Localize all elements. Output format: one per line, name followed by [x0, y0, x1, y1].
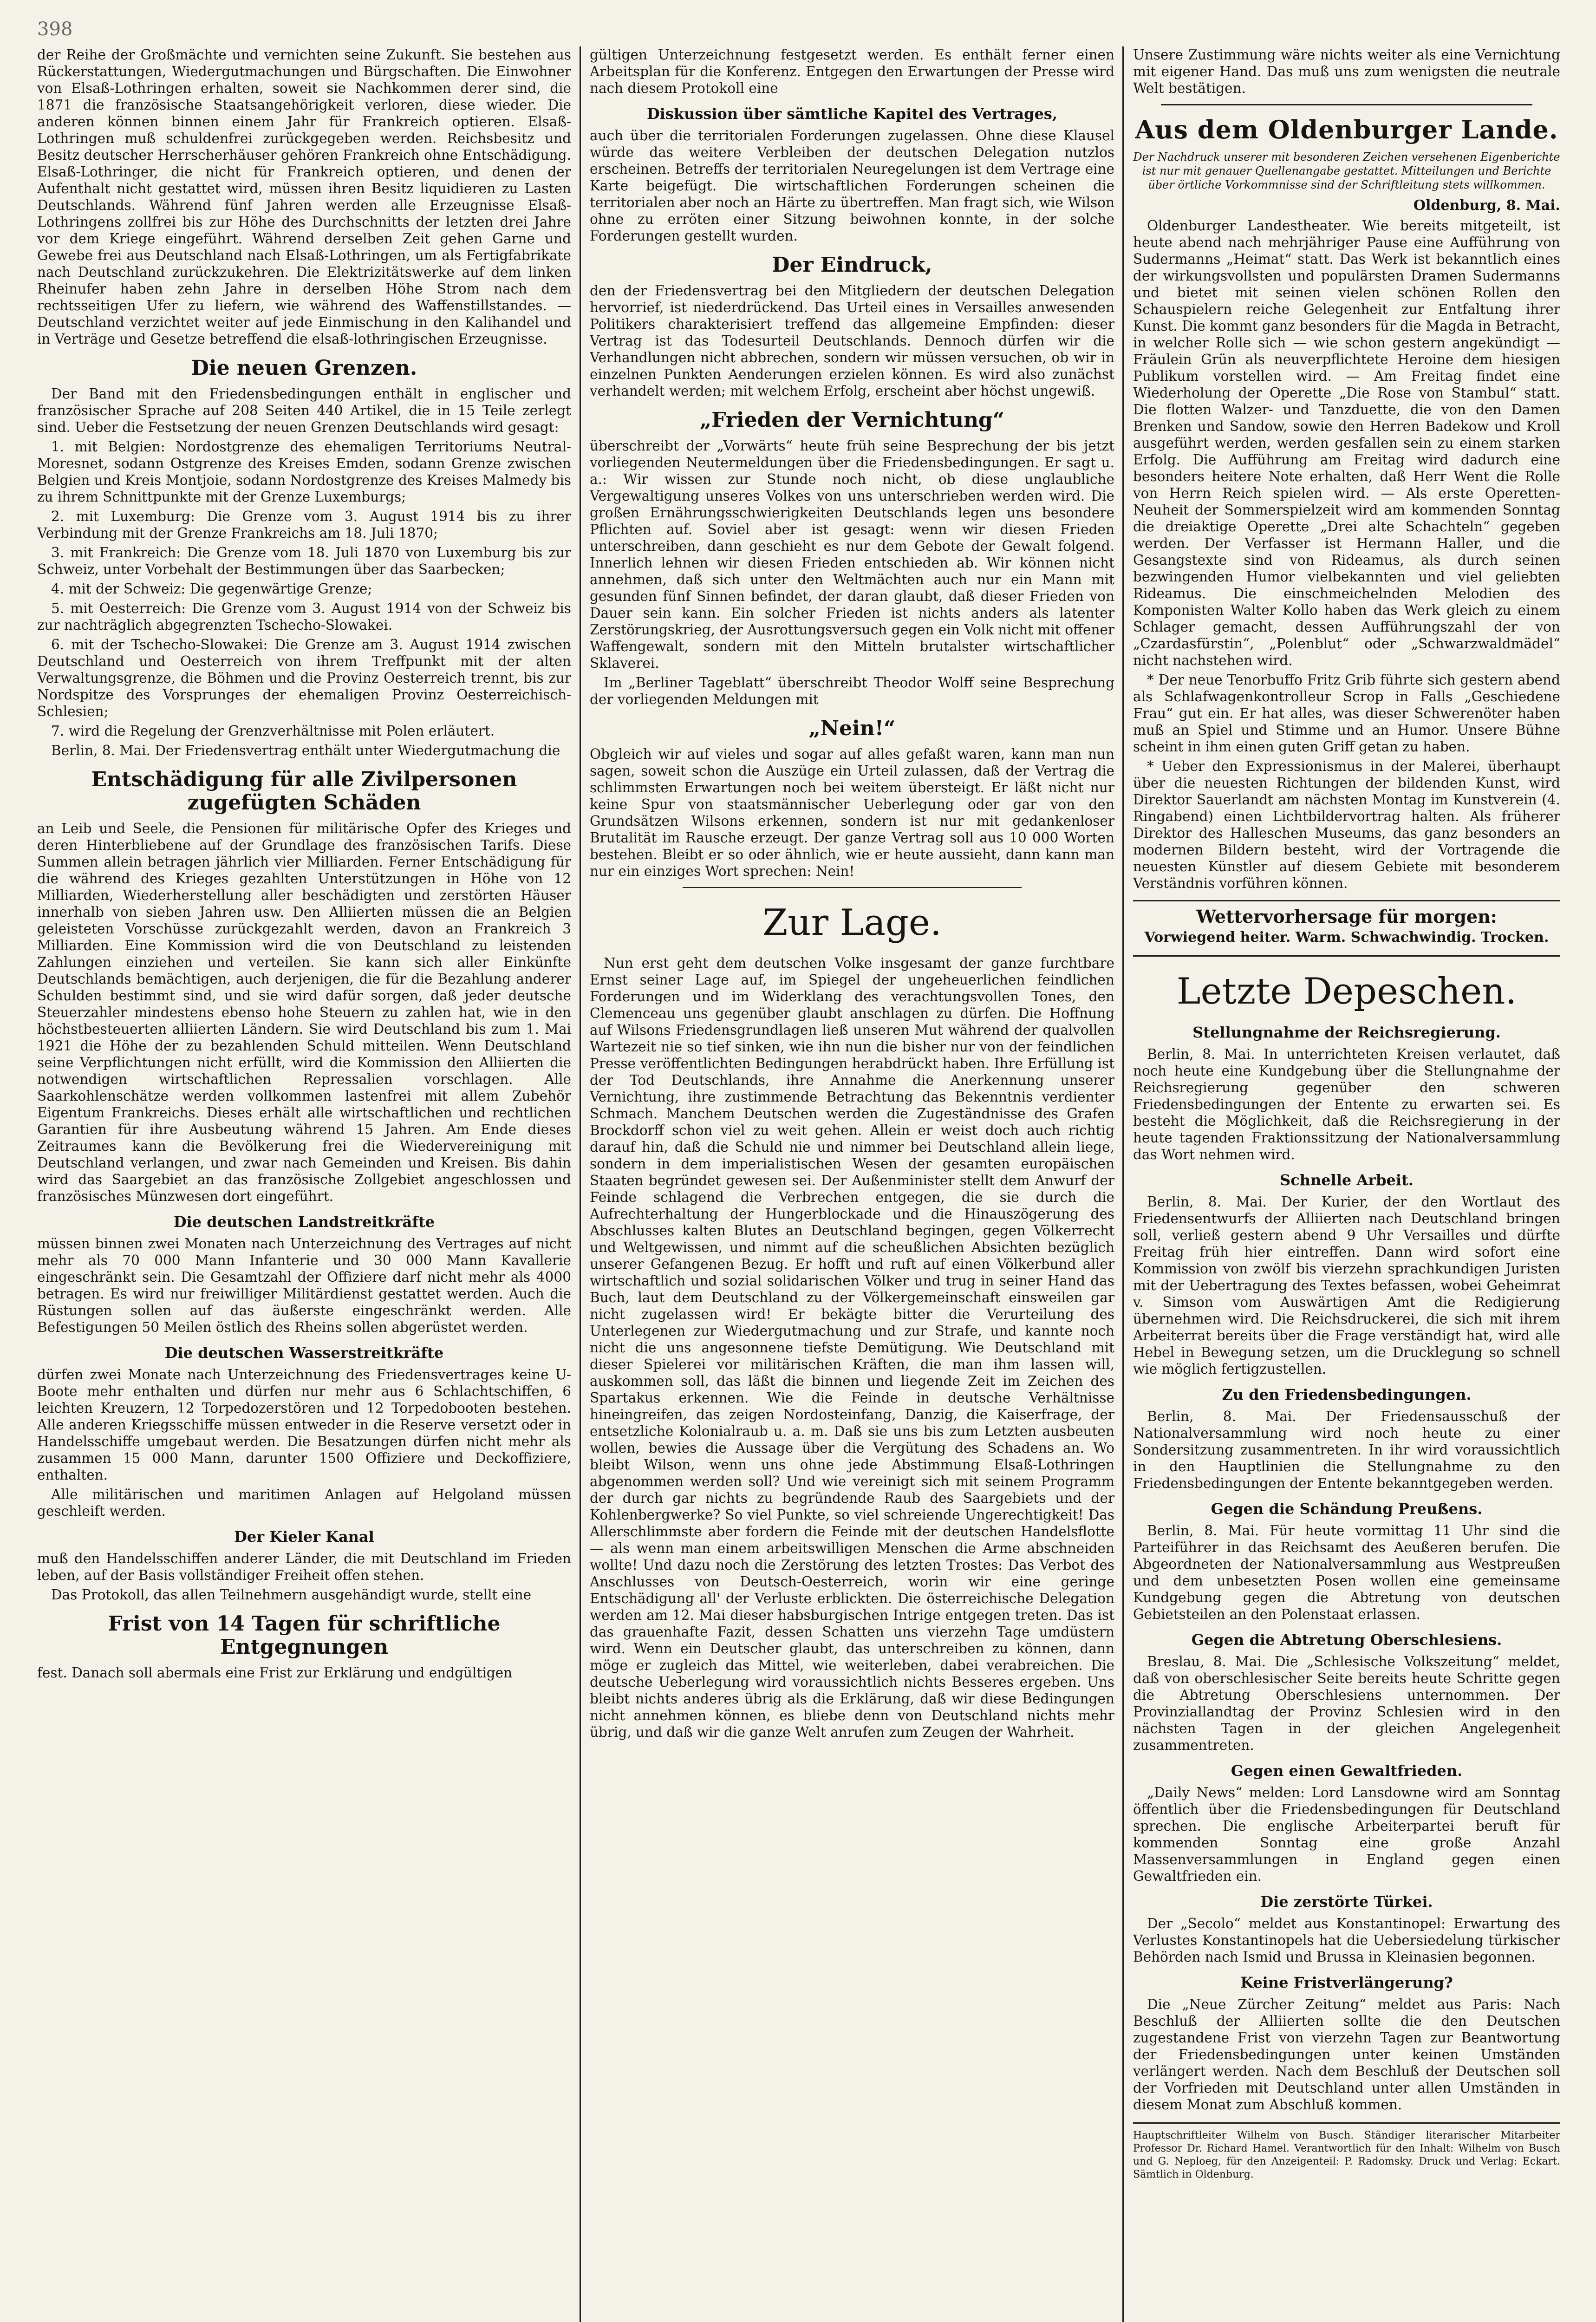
subsection-heading: Stellungnahme der Reichsregierung.: [1192, 1024, 1501, 1041]
article-paragraph: * Ueber den Expressionismus in der Malerei, überhaupt über die neuesten Richtungen der bildenden Kunst, wird Direktor Sauerlandt am nächsten Montag im Kunstverein (4. Ringabend) einen Lichtbildervortrag halten. Als früherer Direktor des Halleschen Museums, das ganz besonders an modernen Bildern besteht, wird der Vortragende die neuesten Künstler auf diesem Gebiete mit besonderem Verständnis vorführen können.: [1133, 758, 1560, 891]
newspaper-page: [37, 19, 1560, 2322]
article-paragraph: Nun erst geht dem deutschen Volke insgesamt der ganze furchtbare Ernst seiner Lage auf, im Spiegel der ungeheuerlichen feindlichen Forderungen und im Widerklang des verachtungsvollen Tones, den Clemenceau uns gegenüber glaubt anschlagen zu dürfen. Die Hoffnung auf Wilsons Friedensgrundlagen ließ unseren Mut während der qualvollen Wartezeit nie so tief sinken, wie ihn nun die bisher nur von der feindlichen Presse veröffentlichten Bedingungen herabdrückt haben. Ihre Erfüllung ist der Tod Deutschlands, ihre Annahme die Anerkennung unserer Vernichtung, ihre zustimmende Betrachtung das Bekenntnis verdienter Schmach. Manchem Deutschen werden die Zugeständnisse des Grafen Brockdorff schon viel zu weit gehen. Allein er weist doch auch richtig darauf hin, daß die Schuld nie und nimmer bei Deutschland allein liege, sondern in dem imperialistischen Wesen der gesamten europäischen Staaten begründet gewesen sei. Der Außenminister stellt dem Anwurf der Feinde schlagend die Verbrechen entgegen, die sie durch die Aufrechterhaltung der Hungerblockade und die Hinauszögerung des Abschlusses kalten Blutes an Deutschland begingen, gegen Völkerrecht und Weltgewissen, und nimmt auf die scheußlichen Absichten bezüglich unserer Gefangenen Bezug. Er hofft und ruft auf einen Völkerbund aller wirtschaftlich und sozial solidarischen Völker und trug in seiner Hand das Buch, laut dem Deutschland zu der Völkergemeinschaft einsweilen gar nicht zugelassen wird! Er bekägte bitter die Verurteilung des Unterlegenen zur Wiedergutmachung und zur Strafe, und kannte noch nicht die uns angesonnene tiefste Demütigung. Wie Deutschland mit dieser Spielerei vor militärischen Kräften, die man ihm lassen will, auskommen soll, das läßt die binnen und liegende Zeit im Zeichen des Spartakus erkennen. Wie die Feinde in deutsche Verhältnisse hineingreifen, das zeigen Nordosteinfang, Danzig, die Kaiserfrage, der entsetzliche Kolonialraub u. a. m. Daß sie uns bis zum Letzten ausbeuten wollen, bewies die Aussage über die Vergütung des Schadens an. Wo bleibt Wilson, wenn uns ohne jede Abstimmung Elsaß-Lothringen abgenommen werden soll? Und wie vereinigt sich mit seinem Programm der durch gar nichts zu begründende Raub des Saargebiets und der Kohlenbergwerke? So viel Punkte, so viel schreiende Ungerechtigkeit! Das Allerschlimmste aber fordern die Feinde mit der deutschen Handelsflotte — als wenn man einem arbeitswilligen Menschen die Arme abschneiden wollte! Und dazu noch die Zerstörung des letzten Trostes: Das Verbot des Anschlusses von Deutsch-Oesterreich, worin wir eine geringe Entschädigung all' der Verluste erblickten. Die österreichische Delegation werden am 12. Mai dieser habsburgischen Intrige entgegen treten. Das ist das grauenhafte Fazit, dessen Schatten uns vierzehn Tage umdüstern wird. Wenn ein Deutscher glaubt, das unterschreiben zu können, dann möge er zugleich das Mittel, wie weiterleben, dabei verabreichen. Die deutsche Ueberlegung wird voraussichtlich nichts Besseres ergeben. Uns bleibt nichts anderes übrig als die Erklärung, daß wir diese Bedingungen nicht annehmen können, es bliebe denn von Deutschland nichts mehr übrig, und daß wir die ganze Welt anrufen zum Zeugen der Wahrheit.: [590, 955, 1114, 1740]
article-paragraph: Alle militärischen und maritimen Anlagen auf Helgoland müssen geschleift werden.: [37, 1487, 571, 1519]
divider: [683, 887, 1022, 888]
section-heading: „Frieden der Vernichtung“: [699, 408, 1005, 432]
weather-heading: Wettervorhersage für morgen:: [1196, 906, 1497, 927]
article-paragraph: * Der neue Tenorbuffo Fritz Grib führte sich gestern abend als Schlafwagenkontrolleur Scrop in Falls „Geschiedene Frau“ gut ein. Er hat alles, was dieser Schwerenöter haben muß an Spiel und Stimme und an Humor. Unsere Bühne scheint in ihm einen guten Griff getan zu haben.: [1133, 672, 1560, 755]
article-paragraph: Der „Secolo“ meldet aus Konstantinopel: Erwartung des Verlustes Konstantinopels hat die Uebersiedelung türkischer Behörden nach Ismid und Brussa in Kleinasien begonnen.: [1133, 1916, 1560, 1965]
subsection-heading: Schnelle Arbeit.: [1280, 1171, 1414, 1189]
article-paragraph: den der Friedensvertrag bei den Mitgliedern der deutschen Delegation hervorrief, ist niederdrückend. Das Urteil eines in Versailles anwesenden Politikers charakterisiert treffend das allgemeine Empfinden: dieser Vertrag ist das Todesurteil Deutschlands. Dennoch dürfen wir die Verhandlungen nicht abbrechen, sondern wir müssen versuchen, ob wir in einzelnen Punkten Aenderungen erzielen können. Es wird also zunächst verhandelt werden; mit welchem Erfolg, erscheint aber höchst ungewiß.: [590, 283, 1114, 399]
article-paragraph: fest. Danach soll abermals eine Frist zur Erklärung und endgültigen: [37, 1665, 513, 1681]
dateline: Oldenburg, 8. Mai.: [1413, 197, 1560, 214]
article-paragraph: müssen binnen zwei Monaten nach Unterzeichnung des Vertrages auf nicht mehr als 70 000 Mann Infanterie und 30 000 Mann Kavallerie eingeschränkt sein. Die Gesamtzahl der Offiziere darf nicht mehr als 4000 betragen. Es wird nur freiwilliger Militärdienst gestattet werden. Auch die Rüstungen sollen auf das äußerste eingeschränkt werden. Alle Befestigungen 50 Meilen östlich des Rheins sollen abgerüstet werden.: [37, 1236, 571, 1335]
article-paragraph: Die „Neue Zürcher Zeitung“ meldet aus Paris: Nach Beschluß der Alliierten sollte die den Deutschen zugestandene Frist von vierzehn Tagen zur Beantwortung der Friedensbedingungen unter keinen Umständen verlängert werden. Nach dem Beschluß der Deutschen soll der Vorfrieden mit Deutschland unter allen Umständen in diesem Monat zum Abschluß kommen.: [1133, 1996, 1560, 2113]
subsection-heading: Zu den Friedensbedingungen.: [1222, 1386, 1472, 1403]
section-heading: Frist von 14 Tagen für schriftliche Entgegnungen: [108, 1612, 501, 1659]
subsection-heading: Die zerstörte Türkei.: [1260, 1893, 1433, 1911]
article-paragraph: Breslau, 8. Mai. Die „Schlesische Volkszeitung“ meldet, daß von oberschlesischer Seite bereits heute Schritte gegen die Abtretung Oberschlesiens unternommen. Der Provinziallandtag der Provinz Schlesien wird in den nächsten Tagen in der gleichen Angelegenheit zusammentreten.: [1133, 1654, 1560, 1753]
weather-forecast: [1133, 900, 1560, 957]
column-middle: [590, 46, 1114, 2322]
article-paragraph: der Reihe der Großmächte und vernichten seine Zukunft. Sie bestehen aus Rückerstattungen, Wiedergutmachungen und Bürgschaften. Die Einwohner von Elsaß-Lothringen erhalten, soweit sie Nachkommen derer sind, die 1871 die französische Staatsangehörigkeit verloren, diese wieder. Die anderen können binnen einem Jahr für Frankreich optieren. Elsaß-Lothringen muß schuldenfrei zurückgegeben werden. Reichsbesitz und Besitz deutscher Herrscherhäuser gehören Frankreich ohne Entschädigung. Elsaß-Lothringer, die nicht für Frankreich optieren, und denen der Aufenthalt nicht gestattet wird, müssen ihren Besitz liquidieren zu Lasten Deutschlands. Während fünf Jahren werden alle Erzeugnisse Elsaß-Lothringens zollfrei bis zur Höhe des Durchschnitts der letzten drei Jahre vor dem Kriege eingeführt. Während derselben Zeit gehen Garne und Gewebe frei aus Deutschland nach Elsaß-Lothringen, um als Fertigfabrikate nach Deutschland zurückzukehren. Die Elektrizitätswerke auf dem linken Rheinufer haben zehn Jahre in derselben Höhe Strom nach dem rechtsseitigen Ufer zu liefern, wie während des Waffenstillstandes. — Deutschland verzichtet weiter auf jede Einmischung in den Kalihandel und in Verträge und Gesetze betreffend die elsaß-lothringischen Erzeugnisse.: [37, 47, 571, 347]
reprint-note: Der Nachdruck unserer mit besonderen Zeichen versehenen Eigenberichte ist nur mit genauer Quellenangabe gestattet. Mitteilungen und Berichte über örtliche Vorkommnisse sind der Schriftleitung stets willkommen.: [1133, 150, 1560, 191]
article-paragraph: Der Band mit den Friedensbedingungen enthält in englischer und französischer Sprache auf 208 Seiten 440 Artikel, die in 15 Teile zerlegt sind. Ueber die Festsetzung der neuen Grenzen Deutschlands wird gesagt:: [37, 386, 571, 435]
divider: [1161, 104, 1532, 105]
subsection-heading: Die deutschen Wasserstreitkräfte: [164, 1344, 444, 1362]
section-heading: „Nein!“: [808, 717, 896, 740]
article-paragraph: „Daily News“ melden: Lord Lansdowne wird am Sonntag öffentlich über die Friedensbedingungen für Deutschland sprechen. Die englische Arbeiterpartei beruft für kommenden Sonntag eine große Anzahl Massenversammlungen in England gegen einen Gewaltfrieden ein.: [1133, 1785, 1560, 1884]
list-item: 6. mit der Tschecho-Slowakei: Die Grenze am 3. August 1914 zwischen Deutschland und Oesterreich von ihrem Treffpunkt mit der alten Verwaltungsgrenze, die Böhmen und die Provinz Oesterreich trennt, bis zur Nordspitze des Vorsprunges der ehemaligen Provinz Oesterreichisch-Schlesien;: [37, 637, 571, 719]
list-item: 7. wird die Regelung der Grenzverhältnisse mit Polen erläutert.: [51, 723, 495, 739]
article-paragraph: Obgleich wir auf vieles und sogar auf alles gefaßt waren, kann man nun sagen, soweit schon die Auszüge ein Urteil zulassen, daß der Vertrag die schlimmsten Erwartungen noch bei weitem übersteigt. Er läßt nicht nur keine Spur von staatsmännischer Ueberlegung oder gar von den Grundsätzen Wilsons erkennen, sondern ist nur mit gedankenloser Brutalität im Rausche erzeugt. Der ganze Vertrag soll aus 10 000 Worten bestehen. Bleibt er so oder ähnlich, wie er heute aussieht, dann kann man nur ein einziges Wort sprechen: Nein!: [590, 746, 1114, 879]
subsection-heading: Keine Fristverlängerung?: [1240, 1974, 1453, 1991]
imprint-text: Hauptschriftleiter Wilhelm von Busch. Ständiger literarischer Mitarbeiter Professor Dr. Richard Hamel. Verantwortlich für den Inhalt: Wilhelm von Busch und G. Neploeg, für den Anzeigenteil: P. Radomsky. Druck und Verlag: Eckart. Sämtlich in Oldenburg.: [1133, 2130, 1560, 2180]
article-paragraph: auch über die territorialen Forderungen zugelassen. Ohne diese Klausel würde das weitere Verbleiben der deutschen Delegation nutzlos erscheinen. Betreffs der territorialen Neuregelungen ist dem Vertrage eine Karte beigefügt. Die wirtschaftlichen Forderungen scheinen die territorialen aber noch an Härte zu übertreffen. Man fragt sich, wie Wilson ohne zu erröten einer Sitzung beiwohnen konnte, in der solche Forderungen gestellt wurden.: [590, 128, 1114, 244]
subsection-heading: Die deutschen Landstreitkräfte: [173, 1213, 435, 1231]
list-item: 4. mit der Schweiz: Die gegenwärtige Grenze;: [51, 581, 372, 597]
subsection-heading: Der Kieler Kanal: [234, 1528, 374, 1546]
article-paragraph: überschreibt der „Vorwärts“ heute früh seine Besprechung der bis jetzt vorliegenden Neutermeldungen über die Friedensbedingungen. Er sagt u. a.: Wir wissen zur Stunde noch nicht, ob diese unglaubliche Vergewaltigung unseres Volkes von uns unterschrieben werden wird. Die großen Ernährungsschwierigkeiten Deutschlands legen uns besondere Pflichten auf. Soviel aber ist gesagt: wenn wir diesen Frieden unterschreiben, dann geschieht es nur dem Gebote der Gewalt folgend. Innerlich lehnen wir diesen Frieden entschieden ab. Wir können nicht annehmen, daß sich unter den Weltmächten auch nur ein Mann mit gesunden fünf Sinnen befindet, der daran glaubt, daß dieser Frieden von Dauer sein kann. Ein solcher Frieden ist nichts anders als latenter Zerstörungskrieg, der Ausrottungsversuch gegen ein Volk nicht mit offener Waffengewalt, sondern mit den Mitteln brutalster wirtschaftlicher Sklaverei.: [590, 438, 1114, 671]
section-heading: Der Eindruck,: [772, 253, 932, 277]
list-item: 3. mit Frankreich: Die Grenze vom 18. Juli 1870 von Luxemburg bis zur Schweiz, unter Vorbehalt der Bestimmungen über das Saarbecken;: [37, 545, 571, 577]
column-left: [37, 46, 571, 2322]
subsection-heading: Gegen einen Gewaltfrieden.: [1231, 1762, 1463, 1780]
list-item: 5. mit Oesterreich: Die Grenze vom 3. August 1914 von der Schweiz bis zur nachträglich abgegrenzten Tschecho-Slowakei.: [37, 600, 571, 633]
article-paragraph: Berlin, 8. Mai. Der Kurier, der den Wortlaut des Friedensentwurfs der Alliierten nach Deutschland bringen soll, verließ gestern abend 9 Uhr Versailles und dürfte Freitag früh hier eintreffen. Dann wird sofort eine Kommission von zwölf bis vierzehn sprachkundigen Juristen mit der Uebertragung des Textes befassen, wobei Geheimrat v. Simson vom Auswärtigen Amt die Redigierung übernehmen wird. Die Reichsdruckerei, die sich mit ihrem Arbeiterrat bereits über die Frage verständigt hat, wird alle Hebel in Bewegung setzen, um die Drucklegung so schnell wie möglich fertigzustellen.: [1133, 1194, 1560, 1377]
article-paragraph: Berlin, 8. Mai. Der Friedensausschuß der Nationalversammlung wird noch heute zu einer Sondersitzung zusammentreten. In ihr wird voraussichtlich in den Hauptlinien die Stellungnahme zu den Friedensbedingungen der Entente bekanntgegeben werden.: [1133, 1409, 1560, 1491]
column-rule: [1122, 46, 1124, 2322]
article-paragraph: Unsere Zustimmung wäre nichts weiter als eine Vernichtung mit eigener Hand. Das muß uns zum wenigsten die neutrale Welt bestätigen.: [1133, 47, 1560, 96]
column-right: [1133, 46, 1560, 2322]
subsection-heading: Diskussion über sämtliche Kapitel des Vertrages,: [646, 105, 1058, 123]
article-paragraph: gültigen Unterzeichnung festgesetzt werden. Es enthält ferner einen Arbeitsplan für die Konferenz. Entgegen den Erwartungen der Presse wird nach diesem Protokoll eine: [590, 47, 1114, 96]
subsection-heading: Gegen die Schändung Preußens.: [1211, 1500, 1483, 1518]
article-paragraph: Oldenburger Landestheater. Wie bereits mitgeteilt, ist heute abend nach mehrjähriger Pause eine Aufführung von Sudermanns „Heimat“ statt. Das Werk ist bekanntlich eines der wirkungsvollsten und populärsten Dramen Sudermanns und bietet mit seinen vielen schönen Rollen den Schauspielern reiche Gelegenheit zur Entfaltung ihrer Kunst. Die kommt ganz besonders für die Magda in Betracht, in welcher Rolle sich — wie schon gestern angekündigt — Fräulein Grün als neuverpflichtete Heroine dem hiesigen Publikum vorstellen wird. — Am Freitag findet eine Wiederholung der Operette „Die Rose von Stambul“ statt. Die flotten Walzer- und Tanzduette, die von den Damen Brenken und Sandow, sowie den Herren Badekow und Kroll ausgeführt werden, werden gesfallen sein zu einem starken Erfolg. Die Aufführung am Freitag wird dadurch eine besonders heitere Note erhalten, daß Herr Went die Rolle von Herrn Reich spielen wird. — Als erste Operetten-Neuheit der Sommerspielzeit wird am kommenden Sonntag die dreiaktige Operette „Drei alte Schachteln“ gegeben werden. Der Verfasser ist Hermann Haller, und die Gesangstexte sind von Rideamus, als durch seinen bezwingenden Humor vielbekannten und viel geliebten Rideamus. Die einschmeichelnden Melodien des Komponisten Walter Kollo haben das Werk gleich zu einem Schlager gemacht, dessen Aufführungszahl der von „Czardasfürstin“, „Polenblut“ oder „Schwarzwaldmädel“ nicht nachstehen wird.: [1133, 218, 1560, 668]
article-paragraph: Berlin, 8. Mai. Der Friedensvertrag enthält unter Wiedergutmachung die: [51, 743, 560, 758]
article-paragraph: an Leib und Seele, die Pensionen für militärische Opfer des Krieges und deren Hinterbliebene auf der Grundlage des französischen Tarifs. Diese Summen allein betragen jährlich vier Milliarden. Ferner Entschädigung für die während des Krieges gezahlten Unterstützungen in Höhe von 12 Milliarden, Wiederherstellung aller beschädigten und zerstörten Häuser innerhalb von sieben Jahren usw. Den Alliierten müssen die an Belgien geleisteten Vorschüsse zurückgezahlt werden, davon an Frankreich 3 Milliarden. Eine Kommission wird die von Deutschland zu leistenden Zahlungen einziehen und verteilen. Sie kann sich aller Einkünfte Deutschlands bemächtigen, auch derjenigen, die für die Bezahlung anderer Schulden bestimmt sind, und sie wird dafür sorgen, daß jeder deutsche Steuerzahler mindestens ebenso hohe Steuern zu zahlen hat, wie in den höchstbesteuerten alliierten Ländern. Sie wird Deutschland bis zum 1. Mai 1921 die Höhe der zu bezahlenden Schuld mitteilen. Wenn Deutschland seine Verpflichtungen nicht erfüllt, wird die Kommission den Alliierten die notwendigen wirtschaftlichen Repressalien vorschlagen. Alle Saarkohlenschätze werden vollkommen lastenfrei mit allem Zubehör Eigentum Frankreichs. Dieses erhält alle wirtschaftlichen und rechtlichen Garantien für ihre Ausbeutung während 15 Jahren. Am Ende dieses Zeitraumes kann die Bevölkerung frei die Wiedervereinigung mit Deutschland verlangen, und zwar nach Gemeinden und Kreisen. Bis dahin wird das Saargebiet an das französische Zollgebiet angeschlossen und französisches Münzwesen dort eingeführt.: [37, 821, 571, 1204]
section-heading: Entschädigung für alle Zivilpersonen zugefügten Schäden: [91, 768, 517, 815]
article-paragraph: Berlin, 8. Mai. Für heute vormittag 11 Uhr sind die Parteiführer in das Reichsamt des Aeußeren berufen. Die Abgeordneten der Nationalversammlung aus Westpreußen und dem unbesetzten Posen wollen eine gemeinsame Kundgebung gegen die Abtretung von deutschen Gebietsteilen an den Polenstaat erlassen.: [1133, 1523, 1560, 1622]
section-heading-large: Letzte Depeschen.: [1176, 971, 1517, 1012]
list-item: 1. mit Belgien: Nordostgrenze des ehemaligen Territoriums Neutral-Moresnet, sodann Ostgrenze des Kreises Emden, sodann Grenze zwischen Belgien und Kreis Montjoie, sodann Nordostgrenze des Kreises Malmedy bis zu ihrem Schnittpunkte mit der Grenze Luxemburgs;: [37, 439, 571, 505]
list-item: 2. mit Luxemburg: Die Grenze vom 3. August 1914 bis zu ihrer Verbindung mit der Grenze Frankreichs am 18. Juli 1870;: [37, 509, 571, 541]
imprint: [1133, 2122, 1560, 2181]
section-heading-large: Zur Lage.: [762, 902, 942, 944]
section-heading: Die neuen Grenzen.: [191, 356, 417, 380]
article-paragraph: Berlin, 8. Mai. In unterrichteten Kreisen verlautet, daß noch heute eine Kundgebung über die Stellungnahme der Reichsregierung gegenüber den schweren Friedensbedingungen der Entente zu erwarten sei. Es besteht die Möglichkeit, daß die Reichsregierung in der heute tagenden Fraktionssitzung der Nationalversammlung das Wort nehmen wird.: [1133, 1046, 1560, 1162]
page-number: 398: [37, 19, 73, 40]
article-paragraph: Das Protokoll, das allen Teilnehmern ausgehändigt wurde, stellt eine: [51, 1587, 532, 1603]
column-rule: [580, 46, 581, 2322]
section-heading: Aus dem Oldenburger Lande.: [1135, 115, 1558, 144]
article-paragraph: dürfen zwei Monate nach Unterzeichnung des Friedensvertrages keine U-Boote mehr enthalten und dürfen nur mehr aus 6 Schlachtschiffen, 6 leichten Kreuzern, 12 Torpedozerstören und 12 Torpedobooten bestehen. Alle anderen Kriegsschiffe müssen entweder in die Reserve versetzt oder in Handelsschiffe umgebaut werden. Die Besatzungen dürfen nicht mehr als zusammen 15 000 Mann, darunter 1500 Offiziere und Deckoffiziere, enthalten.: [37, 1367, 571, 1483]
article-paragraph: Im „Berliner Tageblatt“ überschreibt Theodor Wolff seine Besprechung der vorliegenden Meldungen mit: [590, 675, 1114, 707]
subsection-heading: Gegen die Abtretung Oberschlesiens.: [1191, 1631, 1502, 1649]
article-paragraph: muß den Handelsschiffen anderer Länder, die mit Deutschland im Frieden leben, auf der Basis vollständiger Freiheit offen stehen.: [37, 1551, 571, 1583]
weather-text: Vorwiegend heiter. Warm. Schwachwindig. Trocken.: [1144, 929, 1549, 946]
